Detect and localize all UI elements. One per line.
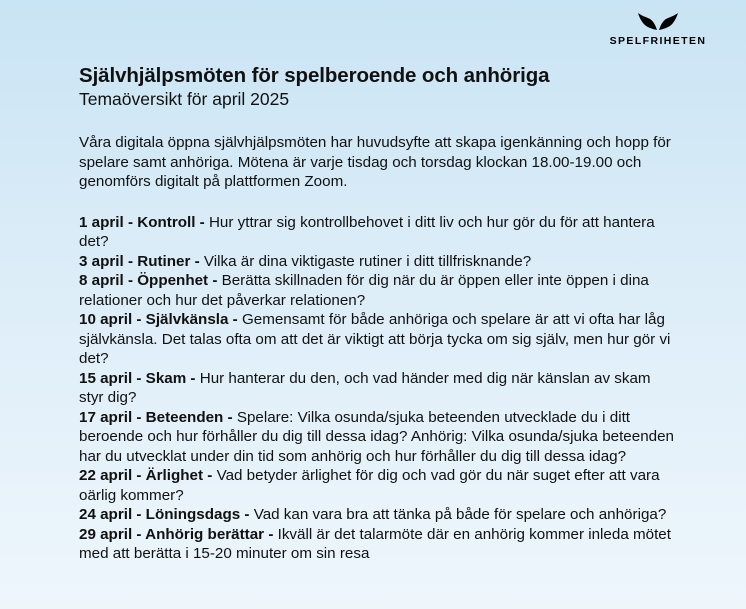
topic-item	[79, 252, 679, 272]
intro-paragraph: Våra digitala öppna självhjälpsmöten har huvudsyfte att skapa igenkänning och hopp för spelare samt anhöriga. Mötena är varje tisdag och torsdag klockan 18.00-19.00 och genomförs digitalt på plattformen Zoom.	[79, 134, 671, 190]
topic-item	[79, 525, 679, 564]
topic-item	[79, 505, 679, 525]
topic-item	[79, 369, 679, 408]
topic-text: Berätta skillnaden för dig när du är öppen eller inte öppen i dina relationer och hur det påverkar relationen?	[79, 272, 649, 309]
topic-item	[79, 213, 679, 252]
topic-text: Hur yttrar sig kontrollbehovet i ditt liv och hur gör du för att hantera det?	[79, 213, 655, 250]
page-subtitle: Temaöversikt för april 2025	[79, 89, 290, 109]
topic-heading: 8 april - Öppenhet -	[79, 272, 218, 289]
wings-icon	[638, 12, 678, 32]
topic-heading: 15 april - Skam -	[79, 369, 196, 387]
topic-heading: 17 april - Beteenden -	[79, 408, 233, 426]
topic-heading: 1 april - Kontroll -	[79, 213, 205, 231]
topic-heading: 10 april - Självkänsla -	[79, 311, 238, 328]
spelfriheten-logo	[602, 12, 714, 47]
topic-list	[79, 213, 679, 564]
document-body	[79, 64, 679, 564]
topic-item	[79, 466, 679, 505]
page-title: Självhjälpsmöten för spelberoende och anhöriga	[79, 64, 550, 87]
topic-text: Spelare: Vilka osunda/sjuka beteenden utvecklade du i ditt beroende och hur förhåller du dig till dessa idag? Anhörig: Vilka osunda/sjuka beteenden har du utvecklat under din tid som anhörig och hur förhåller du dig till dessa idag?	[79, 408, 674, 465]
topic-item	[79, 310, 679, 369]
topic-item	[79, 408, 679, 467]
topic-text: Vilka är dina viktigaste rutiner i ditt tillfrisknande?	[199, 252, 532, 270]
topic-text: Gemensamt för både anhöriga och spelare är att vi ofta har låg självkänsla. Det talas ofta om att det är viktigt att börja tycka om sig själv, men hur gör vi det?	[79, 311, 671, 367]
logo-text: SPELFRIHETEN	[609, 35, 707, 47]
topic-text: Hur hanterar du den, och vad händer med dig när känslan av skam styr dig?	[79, 369, 651, 406]
topic-item	[79, 271, 679, 310]
topic-heading: 22 april - Ärlighet -	[79, 467, 213, 484]
topic-text: Ikväll är det talarmöte där en anhörig kommer inleda mötet med att berätta i 15-20 minuter om sin resa	[79, 525, 671, 562]
topic-heading: 29 april - Anhörig berättar -	[79, 525, 274, 543]
topic-text: Vad kan vara bra att tänka på både för spelare och anhöriga?	[249, 506, 667, 523]
topic-text: Vad betyder ärlighet för dig och vad gör du när suget efter att vara oärlig kommer?	[79, 467, 660, 504]
topic-heading: 24 april - Löningsdags -	[79, 506, 250, 523]
topic-heading: 3 april - Rutiner -	[79, 252, 200, 270]
